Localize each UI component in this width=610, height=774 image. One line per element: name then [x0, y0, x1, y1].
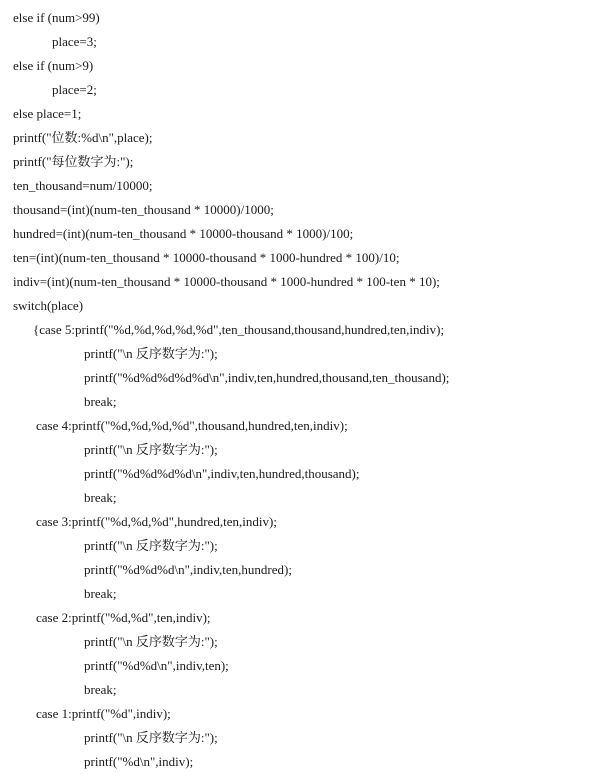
- code-line: place=3;: [52, 34, 97, 49]
- code-line: printf("\n 反序数字为:");: [84, 346, 218, 361]
- code-line: thousand=(int)(num-ten_thousand * 10000)/1000;: [13, 202, 274, 217]
- code-line: hundred=(int)(num-ten_thousand * 10000-thousand * 1000)/100;: [13, 226, 354, 241]
- code-line: case 1:printf("%d",indiv);: [36, 706, 171, 721]
- code-line: ten=(int)(num-ten_thousand * 10000-thousand * 1000-hundred * 100)/10;: [13, 250, 400, 265]
- code-line: printf("\n 反序数字为:");: [84, 634, 218, 649]
- code-line: indiv=(int)(num-ten_thousand * 10000-thousand * 1000-hundred * 100-ten * 10);: [13, 274, 440, 289]
- code-line: ten_thousand=num/10000;: [13, 178, 153, 193]
- code-line: break;: [84, 394, 117, 409]
- code-line: printf("%d%d\n",indiv,ten);: [84, 658, 229, 673]
- code-line: break;: [84, 586, 117, 601]
- code-line: printf("%d%d%d\n",indiv,ten,hundred);: [84, 562, 292, 577]
- code-line: printf("%d%d%d%d%d\n",indiv,ten,hundred,thousand,ten_thousand);: [84, 370, 450, 385]
- code-line: else if (num>99): [13, 10, 100, 25]
- code-line: printf("%d\n",indiv);: [84, 754, 194, 769]
- code-line: printf("\n 反序数字为:");: [84, 730, 218, 745]
- code-line: printf("%d%d%d%d\n",indiv,ten,hundred,thousand);: [84, 466, 360, 481]
- code-line: place=2;: [52, 82, 97, 97]
- code-line: printf("位数:%d\n",place);: [13, 130, 153, 145]
- code-line: break;: [84, 682, 117, 697]
- code-line: case 2:printf("%d,%d",ten,indiv);: [36, 610, 211, 625]
- code-line: else place=1;: [13, 106, 82, 121]
- code-line: printf("\n 反序数字为:");: [84, 442, 218, 457]
- code-line: break;: [84, 490, 117, 505]
- code-line: printf("\n 反序数字为:");: [84, 538, 218, 553]
- code-line: case 4:printf("%d,%d,%d,%d",thousand,hundred,ten,indiv);: [36, 418, 348, 433]
- code-line: else if (num>9): [13, 58, 94, 73]
- code-line: case 3:printf("%d,%d,%d",hundred,ten,indiv);: [36, 514, 277, 529]
- code-line: {case 5:printf("%d,%d,%d,%d,%d",ten_thousand,thousand,hundred,ten,indiv);: [33, 322, 445, 337]
- code-line: switch(place): [13, 298, 84, 313]
- code-line: printf("每位数字为:");: [13, 154, 134, 169]
